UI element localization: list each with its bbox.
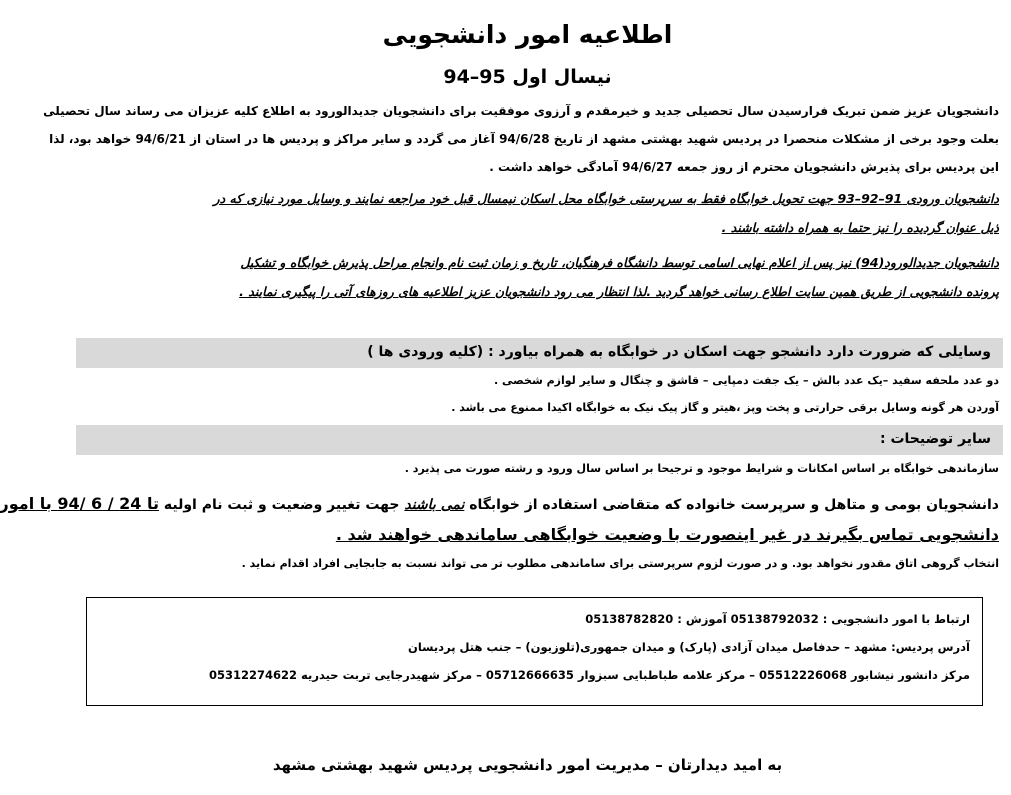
notes-heading-bar [76,425,1003,455]
notes-line-4: انتخاب گروهی اتاق مقدور نخواهد بود. و در صورت لزوم سرپرستی برای ساماندهی مطلوب تر می تواند نسبت به جابجایی افراد اقدام نماید . [241,557,999,570]
equipment-line-1: دو عدد ملحفه سفید –یک عدد بالش – یک جفت دمپایی – قاشق و چنگال و سایر لوازم شخصی . [494,374,999,387]
equipment-line-2: آوردن هر گونه وسایل برقی حرارتی و پخت وپز ،هیتر و گاز پیک نیک به خوابگاه اکیدا ممنوع می باشد . [451,401,999,414]
notes-line-2-part-c: جهت تغییر وضعیت و ثبت نام اولیه [163,497,400,513]
entrants-line-2: ذیل عنوان گردیده را نیز حتما به همراه داشته باشند . [721,220,999,235]
notes-deadline: تا 24 / 6 /94 با امور [0,494,160,513]
page-title: اطلاعیه امور دانشجویی [382,20,673,49]
newcomers-line-1: دانشجویان جدیدالورود(94) نیز پس از اعلام نهایی اسامی توسط دانشگاه فرهنگیان، تاریخ و زمان ثبت نام وانجام مراحل پذیرش خوابگاه و تشکیل [240,255,999,270]
footer-signature: به امید دیدارتان – مدیریت امور دانشجویی پردیس شهید بهشتی مشهد [272,756,783,774]
notes-heading: سایر توضیحات : [879,431,991,447]
intro-line-2: بعلت وجود برخی از مشکلات منحصرا در پردیس شهید بهشتی مشهد از تاریخ 94/6/28 آغاز می گردد و سایر مراکز و پردیس ها در استان از 94/6/21 خواهد بود، لذا [49,132,999,146]
contact-centers-line: مرکز دانشور نیشابور 05512226068 – مرکز علامه طباطبایی سبزوار 05712666635 – مرکز شهیدرجایی تربت حیدریه 05312274622 [209,668,970,682]
entrants-line-1: دانشجویان ورودی 91–92–93 جهت تحویل خوابگاه فقط به سرپرستی خوابگاه محل اسکان نیمسال قبل خود مراجعه نمایند و وسایل مورد نیازی که در [213,191,999,206]
notes-line-2-emphasis: نمی باشند [404,497,465,513]
notes-line-3-text: دانشجویی تماس بگیرند در غیر اینصورت با وضعیت خوابگاهی ساماندهی خواهند شد . [335,525,999,544]
notes-line-1: سازماندهی خوابگاه بر اساس امکانات و شرایط موجود و ترجیحا بر اساس سال ورود و رشته صورت می پذیرد . [404,462,999,475]
contact-box [86,597,983,706]
intro-line-1: دانشجویان عزیز ضمن تبریک فرارسیدن سال تحصیلی جدید و خیرمقدم و آرزوی موفقیت برای دانشجویان جدیدالورود به اطلاع کلیه عزیزان می رساند سال تحصیلی [43,104,999,118]
notes-line-2-part-a: دانشجویان بومی و متاهل و سرپرست خانواده که متقاضی استفاده از خوابگاه [469,497,999,513]
contact-phone-line: ارتباط با امور دانشجویی : 05138792032 آموزش : 05138782820 [585,612,970,626]
notes-line-2 [0,494,999,513]
intro-line-3: این پردیس برای پذیرش دانشجویان محترم از روز جمعه 94/6/27 آمادگی خواهد داشت . [489,160,999,174]
equipment-heading-bar [76,338,1003,368]
notes-line-3 [52,525,999,544]
semester-subtitle: نیسال اول 95–94 [443,66,612,88]
newcomers-line-2: پرونده دانشجویی از طریق همین سایت اطلاع رسانی خواهد گردید .لذا انتظار می رود دانشجویان عزیز اطلاعیه های روزهای آتی را پیگیری نمایند . [239,284,999,299]
equipment-heading: وسایلی که ضرورت دارد دانشجو جهت اسکان در خوابگاه به همراه بیاورد : (کلیه ورودی ها ) [367,344,991,360]
contact-address-line: آدرس پردیس: مشهد – حدفاصل میدان آزادی (پارک) و میدان جمهوری(تلوزیون) – جنب هتل پردیسان [408,640,970,654]
